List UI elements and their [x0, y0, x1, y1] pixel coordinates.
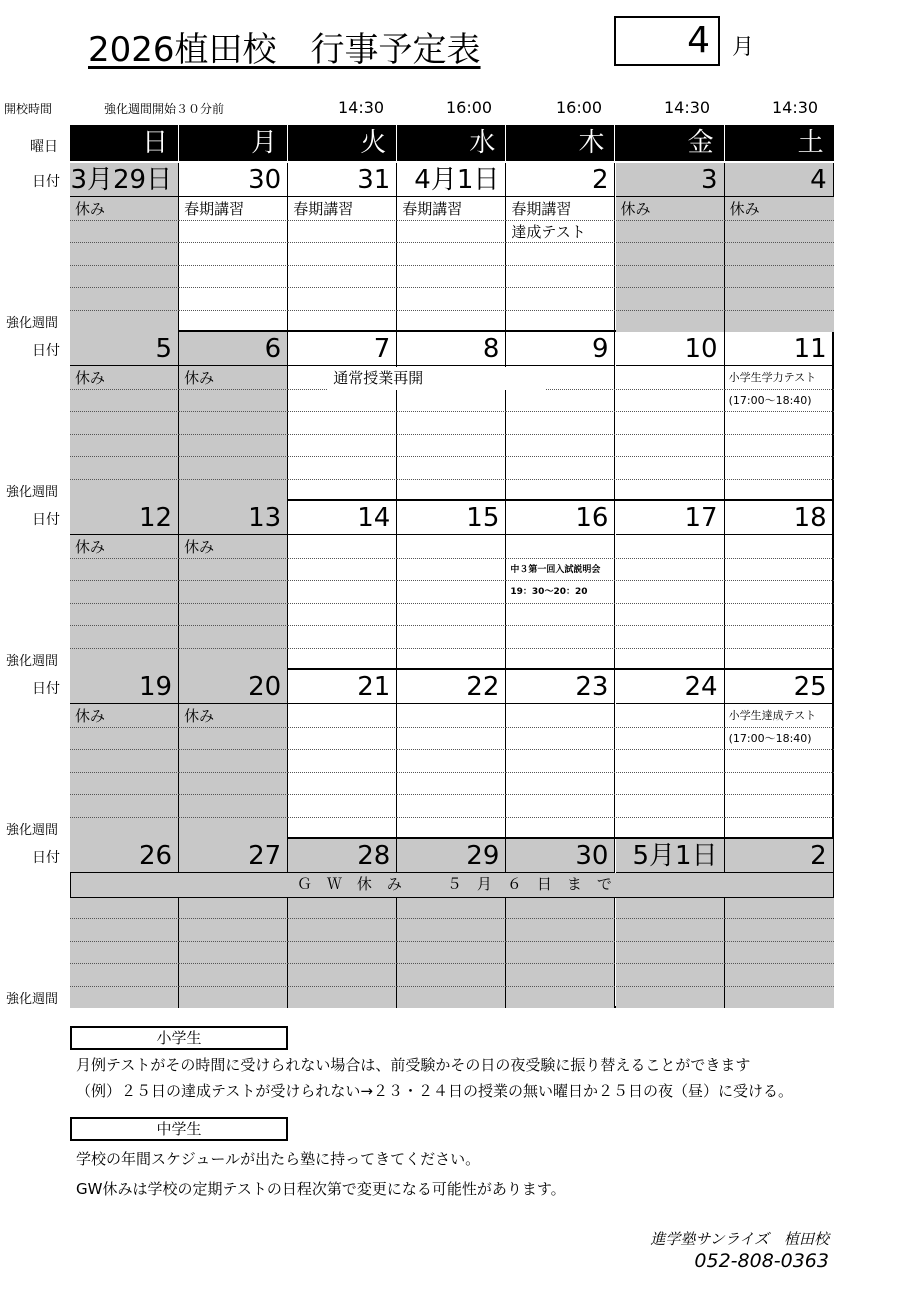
row-divider	[725, 963, 834, 964]
span-event: 通常授業再開	[328, 367, 546, 390]
date-cell: 8	[397, 332, 506, 366]
row-divider	[725, 794, 834, 795]
row-divider	[616, 648, 725, 649]
row-divider	[397, 749, 506, 750]
event-text: 春期講習	[184, 200, 245, 218]
event-text: 休み	[75, 538, 106, 556]
row-divider	[70, 941, 179, 942]
row-divider	[725, 772, 834, 773]
row-divider	[70, 648, 179, 649]
row-divider	[506, 625, 615, 626]
row-divider	[506, 918, 615, 919]
row-divider	[506, 986, 615, 987]
row-divider	[288, 411, 397, 412]
event-text: 休み	[184, 538, 215, 556]
row-divider	[288, 580, 397, 581]
weekday-6: 土	[725, 125, 834, 161]
event-text: 春期講習	[402, 200, 463, 218]
intensive-week-label: 強化週間	[6, 485, 59, 500]
row-divider	[288, 794, 397, 795]
row-divider	[616, 727, 725, 728]
row-divider	[506, 794, 615, 795]
row-divider	[397, 456, 506, 457]
event-text: (17:00～18:40)	[728, 731, 812, 745]
row-divider	[397, 434, 506, 435]
row-divider	[288, 310, 397, 311]
row-divider	[725, 625, 834, 626]
row-divider	[506, 434, 615, 435]
row-divider	[288, 434, 397, 435]
row-divider	[725, 603, 834, 604]
row-divider	[397, 918, 506, 919]
row-divider	[616, 310, 725, 311]
date-cell: 14	[288, 501, 397, 535]
row-divider	[70, 580, 179, 581]
date-label: 日付	[32, 512, 60, 528]
row-divider	[616, 603, 725, 604]
row-divider	[397, 310, 506, 311]
row-divider	[70, 411, 179, 412]
row-divider	[70, 772, 179, 773]
weekday-label: 曜日	[30, 139, 58, 155]
row-divider	[506, 648, 615, 649]
row-divider	[179, 963, 288, 964]
event-text: 春期講習	[511, 200, 572, 218]
row-divider	[288, 558, 397, 559]
date-cell: 22	[397, 670, 506, 704]
event-text: 達成テスト	[511, 222, 586, 241]
event-text: 小学生学力テスト	[728, 371, 817, 384]
row-divider	[179, 603, 288, 604]
row-divider	[70, 794, 179, 795]
date-label: 日付	[32, 343, 60, 359]
event-text: 春期講習	[293, 200, 354, 218]
date-cell: 11	[725, 332, 834, 366]
row-divider	[616, 749, 725, 750]
date-cell: 24	[616, 670, 725, 704]
row-divider	[397, 817, 506, 818]
row-divider	[179, 749, 288, 750]
row-divider	[288, 648, 397, 649]
row-divider	[70, 963, 179, 964]
open-time-intensive: 強化週間開始３０分前	[104, 102, 225, 116]
row-divider	[179, 772, 288, 773]
page-title: 2026植田校 行事予定表	[88, 30, 481, 70]
row-divider	[506, 456, 615, 457]
row-divider	[179, 411, 288, 412]
date-cell: 7	[288, 332, 397, 366]
weekday-2: 火	[288, 125, 397, 161]
date-cell: 16	[506, 501, 615, 535]
row-divider	[506, 772, 615, 773]
row-divider	[397, 558, 506, 559]
row-divider	[616, 625, 725, 626]
phone-number: 052-808-0363	[694, 1250, 829, 1272]
row-divider	[725, 265, 834, 266]
row-divider	[506, 310, 615, 311]
row-divider	[179, 456, 288, 457]
row-divider	[616, 794, 725, 795]
row-divider	[725, 310, 834, 311]
row-divider	[616, 287, 725, 288]
row-divider	[179, 580, 288, 581]
row-divider	[397, 479, 506, 480]
row-divider	[70, 986, 179, 987]
event-text: 休み	[75, 707, 106, 725]
open-time-sat: 14:30	[772, 98, 819, 117]
junior-high-note-2: GW休みは学校の定期テストの日程次第で変更になる可能性があります。	[76, 1180, 566, 1198]
open-time-tue: 14:30	[338, 98, 385, 117]
row-divider	[725, 287, 834, 288]
row-divider	[288, 817, 397, 818]
elementary-note-2: （例）２５日の達成テストが受けられない→２３・２４日の授業の無い曜日か２５日の夜（昼）に受ける。	[76, 1082, 793, 1100]
row-divider	[616, 389, 725, 390]
row-divider	[725, 242, 834, 243]
date-cell: 26	[70, 839, 179, 873]
row-divider	[179, 479, 288, 480]
row-divider	[179, 310, 288, 311]
row-divider	[288, 625, 397, 626]
row-divider	[179, 265, 288, 266]
intensive-week-label: 強化週間	[6, 992, 59, 1007]
row-divider	[725, 434, 834, 435]
event-text: 19：30～20：20	[510, 587, 588, 597]
month-unit: 月	[732, 35, 755, 60]
row-divider	[725, 648, 834, 649]
row-divider	[725, 941, 834, 942]
row-divider	[397, 603, 506, 604]
date-cell: 20	[179, 670, 288, 704]
row-divider	[506, 479, 615, 480]
row-divider	[616, 580, 725, 581]
row-divider	[616, 265, 725, 266]
row-divider	[397, 411, 506, 412]
row-divider	[288, 918, 397, 919]
span-event: Ｇ Ｗ 休 み ５ 月 ６ 日 ま で	[70, 873, 834, 898]
row-divider	[288, 727, 397, 728]
row-divider	[397, 794, 506, 795]
row-divider	[70, 479, 179, 480]
row-divider	[725, 817, 834, 818]
weekday-0: 日	[70, 125, 179, 161]
row-divider	[506, 411, 615, 412]
event-text: 休み	[729, 200, 760, 218]
row-divider	[616, 242, 725, 243]
row-divider	[397, 963, 506, 964]
date-cell: 12	[70, 501, 179, 535]
row-divider	[397, 772, 506, 773]
row-divider	[288, 603, 397, 604]
row-divider	[616, 558, 725, 559]
date-cell: 29	[397, 839, 506, 873]
row-divider	[70, 310, 179, 311]
date-cell: 30	[179, 163, 288, 197]
row-divider	[616, 456, 725, 457]
date-cell: 5	[70, 332, 179, 366]
row-divider	[288, 242, 397, 243]
row-divider	[397, 580, 506, 581]
row-divider	[725, 580, 834, 581]
row-divider	[179, 625, 288, 626]
event-text: 休み	[184, 707, 215, 725]
row-divider	[397, 287, 506, 288]
row-divider	[179, 287, 288, 288]
row-divider	[506, 963, 615, 964]
event-text: 休み	[75, 200, 106, 218]
row-divider	[397, 941, 506, 942]
row-divider	[288, 456, 397, 457]
open-time-fri: 14:30	[664, 98, 711, 117]
row-divider	[70, 918, 179, 919]
row-divider	[288, 986, 397, 987]
date-cell: 2	[725, 839, 834, 873]
intensive-week-label: 強化週間	[6, 823, 59, 838]
date-cell: 3月29日	[70, 163, 179, 197]
row-divider	[506, 287, 615, 288]
event-text: 小学生達成テスト	[728, 709, 817, 722]
school-name: 進学塾サンライズ 植田校	[650, 1230, 829, 1248]
row-divider	[506, 265, 615, 266]
date-cell: 21	[288, 670, 397, 704]
row-divider	[725, 456, 834, 457]
row-divider	[725, 918, 834, 919]
row-divider	[70, 242, 179, 243]
row-divider	[179, 242, 288, 243]
open-time-wed: 16:00	[446, 98, 493, 117]
date-cell: 4	[725, 163, 834, 197]
row-divider	[397, 648, 506, 649]
weekday-1: 月	[179, 125, 288, 161]
row-divider	[506, 749, 615, 750]
date-cell: 9	[506, 332, 615, 366]
row-divider	[288, 287, 397, 288]
date-cell: 27	[179, 839, 288, 873]
row-divider	[70, 456, 179, 457]
date-cell: 28	[288, 839, 397, 873]
date-cell: 18	[725, 501, 834, 535]
date-label: 日付	[32, 850, 60, 866]
date-cell: 23	[506, 670, 615, 704]
row-divider	[179, 648, 288, 649]
row-divider	[616, 411, 725, 412]
date-cell: 6	[179, 332, 288, 366]
date-cell: 30	[506, 839, 615, 873]
date-cell: 15	[397, 501, 506, 535]
junior-high-note-1: 学校の年間スケジュールが出たら塾に持ってきてください。	[76, 1150, 481, 1168]
row-divider	[70, 749, 179, 750]
row-divider	[725, 986, 834, 987]
intensive-week-label: 強化週間	[6, 654, 59, 669]
open-time-label: 開校時間	[4, 102, 53, 116]
row-divider	[288, 941, 397, 942]
row-divider	[616, 918, 725, 919]
event-text: 休み	[184, 369, 215, 387]
date-cell: 2	[506, 163, 615, 197]
row-divider	[179, 918, 288, 919]
row-divider	[70, 434, 179, 435]
row-divider	[288, 749, 397, 750]
date-cell: 31	[288, 163, 397, 197]
weekday-5: 金	[616, 125, 725, 161]
elementary-note-1: 月例テストがその時間に受けられない場合は、前受験かその日の夜受験に振り替えることができます	[76, 1056, 751, 1074]
intensive-week-label: 強化週間	[6, 316, 59, 331]
elementary-heading: 小学生	[70, 1026, 288, 1050]
row-divider	[397, 986, 506, 987]
date-cell: 4月1日	[397, 163, 506, 197]
date-cell: 17	[616, 501, 725, 535]
row-divider	[506, 941, 615, 942]
row-divider	[397, 727, 506, 728]
date-cell: 5月1日	[616, 839, 725, 873]
row-divider	[506, 817, 615, 818]
row-divider	[506, 727, 615, 728]
date-cell: 13	[179, 501, 288, 535]
event-text: 休み	[620, 200, 651, 218]
event-text: 休み	[75, 369, 106, 387]
row-divider	[288, 963, 397, 964]
row-divider	[397, 625, 506, 626]
weekday-4: 木	[506, 125, 615, 161]
row-divider	[616, 817, 725, 818]
date-label: 日付	[32, 681, 60, 697]
row-divider	[616, 479, 725, 480]
open-time-thu: 16:00	[556, 98, 603, 117]
row-divider	[397, 242, 506, 243]
date-cell: 10	[616, 332, 725, 366]
month-value: 4	[614, 16, 720, 66]
row-divider	[70, 265, 179, 266]
row-divider	[288, 265, 397, 266]
row-divider	[616, 772, 725, 773]
junior-high-heading: 中学生	[70, 1117, 288, 1141]
row-divider	[179, 434, 288, 435]
date-cell: 3	[616, 163, 725, 197]
row-divider	[288, 772, 397, 773]
row-divider	[725, 479, 834, 480]
date-label: 日付	[32, 174, 60, 190]
row-divider	[70, 603, 179, 604]
row-divider	[725, 558, 834, 559]
row-divider	[397, 265, 506, 266]
weekday-3: 水	[397, 125, 506, 161]
row-divider	[616, 434, 725, 435]
row-divider	[616, 986, 725, 987]
event-text: (17:00～18:40)	[728, 393, 812, 407]
row-divider	[616, 963, 725, 964]
date-cell: 19	[70, 670, 179, 704]
row-divider	[70, 817, 179, 818]
row-divider	[288, 479, 397, 480]
row-divider	[70, 625, 179, 626]
date-cell: 25	[725, 670, 834, 704]
row-divider	[179, 941, 288, 942]
row-divider	[616, 941, 725, 942]
row-divider	[70, 287, 179, 288]
row-divider	[179, 986, 288, 987]
row-divider	[179, 794, 288, 795]
row-divider	[179, 817, 288, 818]
event-text: 中３第一回入試説明会	[510, 564, 601, 575]
